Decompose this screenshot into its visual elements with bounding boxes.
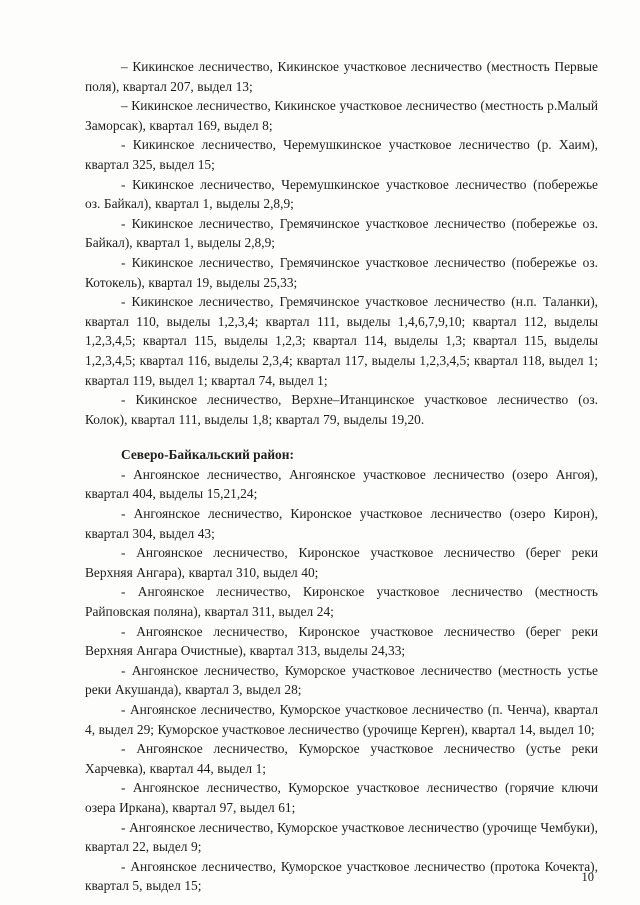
page-number: 10	[581, 870, 594, 884]
list-item: - Ангоянское лесничество, Киронское участковое лесничество (берег реки Верхняя Ангара Очистные), квартал 313, выделы 24,33;	[85, 623, 598, 659]
list-item: - Ангоянское лесничество, Ангоянское участковое лесничество (озеро Ангоя), квартал 404, выделы 15,21,24;	[85, 466, 598, 502]
paragraph-spacer	[85, 429, 598, 445]
list-item: - Ангоянское лесничество, Киронское участковое лесничество (озеро Кирон), квартал 304, выдел 43;	[85, 506, 598, 541]
list-item: - Ангоянское лесничество, Киронское участковое лесничество (берег реки Верхняя Ангара), квартал 310, выдел 40;	[85, 545, 598, 580]
list-item: - Ангоянское лесничество, Куморское участковое лесничество (устье реки Харчевка), квартал 44, выдел 1;	[85, 741, 598, 776]
list-item: - Кикинское лесничество, Черемушкинское участковое лесничество (р. Хаим), квартал 325, выдел 15;	[85, 137, 598, 172]
list-item: - Кикинское лесничество, Гремячинское участковое лесничество (побережье оз. Байкал), квартал 1, выделы 2,8,9;	[85, 215, 598, 251]
list-item: - Ангоянское лесничество, Куморское участковое лесничество (протока Кочекта), квартал 5, выдел 15;	[85, 858, 598, 894]
section-kikinskoe	[85, 57, 598, 429]
section-heading: Северо-Байкальский район:	[121, 447, 294, 463]
list-item: - Кикинское лесничество, Верхне–Итанцинское участковое лесничество (оз. Колок), квартал 111, выделы 1,8; квартал 79, выделы 19,20.	[85, 392, 598, 427]
list-item: - Кикинское лесничество, Черемушкинское участковое лесничество (побережье оз. Байкал), квартал 1, выделы 2,8,9;	[85, 176, 598, 212]
section-severo-baikalsky	[85, 465, 598, 896]
list-item: – Кикинское лесничество, Кикинское участковое лесничество (местность р.Малый Заморсак), квартал 169, выдел 8;	[85, 98, 598, 133]
document-page	[85, 57, 598, 896]
list-item: - Ангоянское лесничество, Куморское участковое лесничество (урочище Чембуки), квартал 22, выдел 9;	[85, 819, 598, 855]
list-item: - Ангоянское лесничество, Киронское участковое лесничество (местность Райповская поляна), квартал 311, выдел 24;	[85, 584, 598, 620]
list-item: - Кикинское лесничество, Гремячинское участковое лесничество (н.п. Таланки), квартал 110, выделы 1,2,3,4; квартал 111, выделы 1,4,6,7,9,10; квартал 112, выделы 1,2,3,4,5; квартал 115, выделы 1,2,3; квартал 114, выделы 1,3; квартал 115, выделы 1,2,3,4,5; квартал 116, выделы 2,3,4; квартал 117, выделы 1,2,3,4,5; квартал 118, выдел 1; квартал 119, выдел 1; квартал 74, выдел 1;	[85, 294, 598, 388]
list-item: – Кикинское лесничество, Кикинское участковое лесничество (местность Первые поля), квартал 207, выдел 13;	[85, 59, 598, 94]
list-item: - Кикинское лесничество, Гремячинское участковое лесничество (побережье оз. Котокель), квартал 19, выделы 25,33;	[85, 254, 598, 290]
list-item: - Ангоянское лесничество, Куморское участковое лесничество (горячие ключи озера Иркана), квартал 97, выдел 61;	[85, 780, 598, 815]
list-item: - Ангоянское лесничество, Куморское участковое лесничество (местность устье реки Акушанда), квартал 3, выдел 28;	[85, 662, 598, 698]
list-item: - Ангоянское лесничество, Куморское участковое лесничество (п. Ченча), квартал 4, выдел 29; Куморское участковое лесничество (урочище Керген), квартал 14, выдел 10;	[85, 702, 598, 737]
